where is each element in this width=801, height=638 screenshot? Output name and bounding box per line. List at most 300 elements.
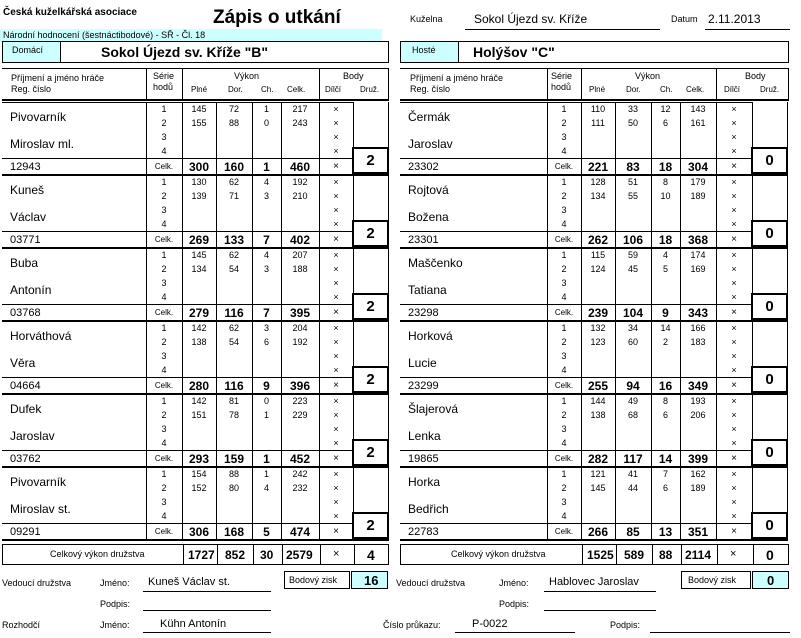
player-firstname: Miroslav st. [10, 502, 71, 517]
series-ch [252, 437, 281, 451]
home-jmeno-label: Jméno: [100, 578, 130, 588]
series-celk [281, 437, 319, 451]
series-plne: 121 [581, 468, 615, 482]
dilci-mark: × [716, 263, 752, 277]
series-number: 3 [547, 423, 581, 437]
guest-team-name: Holýšov "C" [473, 44, 555, 60]
series-dor [615, 291, 651, 305]
series-ch: 6 [651, 482, 680, 496]
series-number: 3 [547, 277, 581, 291]
series-number: 2 [146, 263, 182, 277]
series-number: 1 [547, 468, 581, 482]
home-total-pts: 4 [367, 547, 375, 563]
series-ch: 6 [651, 117, 680, 131]
series-number: 3 [146, 350, 182, 364]
series-celk: 217 [281, 103, 319, 117]
series-number: 1 [547, 249, 581, 263]
series-celk: 174 [680, 249, 716, 263]
player-reg: 03771 [2, 232, 146, 249]
sum-ch: 18 [651, 159, 680, 176]
datum-underline [705, 29, 790, 30]
col-druz: Druž. [760, 85, 780, 94]
series-ch [252, 510, 281, 524]
player-firstname: Tatiana [408, 283, 447, 298]
series-number: 1 [146, 249, 182, 263]
player-reg: 22783 [400, 524, 547, 541]
player-surname: Kuneš [2, 176, 146, 204]
series-plne [581, 145, 615, 159]
home-vedouci-label: Vedoucí družstva [2, 578, 72, 588]
dilci-mark: × [716, 350, 752, 364]
series-dor [216, 437, 252, 451]
series-dor: 51 [615, 176, 651, 190]
sum-celk: 368 [680, 232, 716, 249]
series-ch: 1 [252, 103, 281, 117]
guest-column-header [400, 68, 789, 101]
series-dor [216, 131, 252, 145]
player-team-points: 2 [352, 293, 389, 320]
dilci-mark: × [319, 218, 353, 232]
home-total-label: Celkový výkon družstva [50, 549, 145, 559]
datum-value: 2.11.2013 [708, 12, 761, 26]
series-number: 2 [547, 336, 581, 350]
player-team-points: 2 [352, 220, 389, 247]
player-surname: Buba [2, 249, 146, 277]
sum-label: Celk. [146, 232, 182, 249]
series-ch: 4 [252, 482, 281, 496]
player-reg: 09291 [2, 524, 146, 541]
player-reg: 04664 [2, 378, 146, 395]
dilci-mark: × [319, 350, 353, 364]
col-dor: Dor. [228, 85, 243, 94]
sum-plne: 279 [182, 305, 216, 322]
sum-dor: 160 [216, 159, 252, 176]
kuzelna-underline [465, 29, 660, 30]
sum-label: Celk. [146, 451, 182, 468]
player-reg: 23298 [400, 305, 547, 322]
dilci-mark: × [319, 190, 353, 204]
col-name: Příjmení a jméno hráče [11, 73, 105, 83]
player-block [400, 248, 753, 322]
home-vedouci-line [143, 591, 271, 592]
block-separator [400, 539, 788, 541]
sum-ch: 9 [252, 378, 281, 395]
player-block [2, 467, 354, 541]
dilci-mark: × [716, 305, 752, 322]
series-ch [252, 277, 281, 291]
player-reg: 19865 [400, 451, 547, 468]
col-dilci: Dílčí [724, 85, 740, 94]
series-ch: 8 [651, 395, 680, 409]
series-celk [281, 204, 319, 218]
col-celk: Celk. [287, 85, 306, 94]
series-celk: 229 [281, 409, 319, 423]
player-team-points: 2 [352, 439, 389, 466]
series-celk [281, 510, 319, 524]
home-label: Domácí [12, 45, 44, 55]
series-plne [581, 277, 615, 291]
dilci-mark: × [716, 364, 752, 378]
col-dilci: Dílčí [325, 85, 341, 94]
series-plne: 154 [182, 468, 216, 482]
series-celk: 207 [281, 249, 319, 263]
sum-label: Celk. [146, 524, 182, 541]
player-surname: Čermák [400, 103, 547, 131]
datum-label: Datum [671, 14, 698, 24]
series-celk: 183 [680, 336, 716, 350]
series-ch: 10 [651, 190, 680, 204]
rozhodci-label: Rozhodčí [2, 620, 41, 630]
dilci-mark: × [716, 409, 752, 423]
prukaz-label: Číslo průkazu: [383, 620, 441, 630]
dilci-mark: × [716, 437, 752, 451]
sum-plne: 239 [581, 305, 615, 322]
sum-dor: 133 [216, 232, 252, 249]
series-dor: 80 [216, 482, 252, 496]
sum-ch: 16 [651, 378, 680, 395]
dilci-mark: × [716, 145, 752, 159]
player-firstname: Jaroslav [408, 137, 453, 152]
series-number: 1 [547, 322, 581, 336]
series-ch: 12 [651, 103, 680, 117]
dilci-mark: × [716, 482, 752, 496]
home-total-x: × [333, 548, 340, 560]
series-ch [651, 218, 680, 232]
series-plne [581, 291, 615, 305]
dilci-mark: × [716, 103, 752, 117]
series-ch: 3 [252, 190, 281, 204]
sum-plne: 300 [182, 159, 216, 176]
series-ch [651, 510, 680, 524]
series-dor: 81 [216, 395, 252, 409]
sum-celk: 351 [680, 524, 716, 541]
sum-dor: 94 [615, 378, 651, 395]
rozhodci-podpis-line [650, 632, 790, 633]
sum-dor: 116 [216, 305, 252, 322]
player-surname: Dufek [2, 395, 146, 423]
series-number: 2 [547, 263, 581, 277]
sum-plne: 280 [182, 378, 216, 395]
series-plne: 110 [581, 103, 615, 117]
home-bodovy-box [351, 571, 388, 589]
series-number: 3 [146, 423, 182, 437]
dilci-mark: × [319, 510, 353, 524]
player-firstname: Antonín [10, 283, 52, 298]
rozhodci-name: Kühn Antonín [160, 618, 227, 630]
guest-total-dor: 589 [624, 548, 645, 562]
series-celk: 232 [281, 482, 319, 496]
series-number: 4 [146, 510, 182, 524]
col-dor: Dor. [626, 85, 641, 94]
series-celk: 188 [281, 263, 319, 277]
series-dor [615, 364, 651, 378]
series-celk [680, 131, 716, 145]
player-reg: 03768 [2, 305, 146, 322]
series-plne [182, 218, 216, 232]
player-surname: Horka [400, 468, 547, 496]
series-number: 1 [146, 468, 182, 482]
series-number: 2 [146, 190, 182, 204]
dilci-mark: × [319, 496, 353, 510]
series-number: 2 [146, 117, 182, 131]
series-celk: 161 [680, 117, 716, 131]
series-number: 4 [146, 291, 182, 305]
series-plne: 130 [182, 176, 216, 190]
col-reg: Reg. číslo [410, 84, 451, 94]
series-ch [252, 423, 281, 437]
subtitle: Národní hodnocení (šestnáctibodové) - SŘ - Čl. 18 [3, 30, 206, 40]
series-number: 4 [146, 218, 182, 232]
sum-celk: 304 [680, 159, 716, 176]
player-team-points: 0 [751, 512, 788, 539]
dilci-mark: × [716, 322, 752, 336]
series-celk [680, 291, 716, 305]
series-dor [216, 145, 252, 159]
series-plne: 138 [191, 337, 207, 347]
series-number: 4 [547, 291, 581, 305]
player-block [400, 394, 753, 468]
series-number: 4 [547, 364, 581, 378]
series-number: 2 [146, 482, 182, 496]
series-dor: 71 [216, 190, 252, 204]
series-ch [651, 423, 680, 437]
series-ch: 3 [252, 263, 281, 277]
player-team-points: 0 [751, 439, 788, 466]
sum-celk: 474 [281, 524, 319, 541]
series-dor [615, 350, 651, 364]
series-celk: 166 [680, 322, 716, 336]
series-celk: 192 [281, 176, 319, 190]
player-surname: Pivovarník [2, 468, 146, 496]
dilci-mark: × [319, 159, 353, 176]
series-number: 1 [146, 176, 182, 190]
series-plne: 151 [191, 410, 207, 420]
series-dor: 41 [615, 468, 651, 482]
sum-plne: 293 [182, 451, 216, 468]
block-separator [2, 539, 389, 541]
sum-plne: 262 [581, 232, 615, 249]
series-number: 2 [146, 336, 182, 350]
dilci-mark: × [716, 451, 752, 468]
series-plne: 145 [182, 249, 216, 263]
series-dor: 62 [216, 176, 252, 190]
dilci-mark: × [716, 204, 752, 218]
guest-total-x: × [730, 548, 737, 560]
home-total-ch: 30 [260, 548, 274, 562]
sum-plne: 269 [182, 232, 216, 249]
series-dor: 68 [615, 409, 651, 423]
series-plne [581, 510, 615, 524]
sum-dor: 159 [216, 451, 252, 468]
series-ch [651, 277, 680, 291]
series-celk: 143 [680, 103, 716, 117]
player-block [2, 394, 354, 468]
dilci-mark: × [319, 423, 353, 437]
dilci-mark: × [716, 423, 752, 437]
series-dor: 54 [216, 336, 252, 350]
series-ch [651, 350, 680, 364]
dilci-mark: × [716, 131, 752, 145]
dilci-mark: × [319, 322, 353, 336]
series-dor [615, 145, 651, 159]
guest-total-ch: 88 [659, 548, 673, 562]
series-celk: 169 [680, 263, 716, 277]
series-dor [615, 423, 651, 437]
series-number: 3 [547, 496, 581, 510]
dilci-mark: × [319, 145, 353, 159]
series-celk [281, 423, 319, 437]
sum-ch: 18 [651, 232, 680, 249]
series-celk [680, 277, 716, 291]
series-plne: 139 [191, 191, 207, 201]
col-ch: Ch. [261, 85, 274, 94]
series-ch [651, 496, 680, 510]
guest-total-pts: 0 [766, 547, 774, 563]
series-ch [651, 145, 680, 159]
guest-total-celk: 2114 [685, 548, 712, 562]
dilci-mark: × [319, 451, 353, 468]
series-dor: 72 [216, 103, 252, 117]
series-celk [680, 423, 716, 437]
dilci-mark: × [716, 395, 752, 409]
kuzelna-label: Kuželna [410, 14, 443, 24]
series-ch: 1 [252, 409, 281, 423]
dilci-mark: × [319, 263, 353, 277]
series-ch: 14 [651, 322, 680, 336]
sum-plne: 266 [581, 524, 615, 541]
series-number: 3 [547, 131, 581, 145]
sum-label: Celk. [547, 451, 581, 468]
series-ch [252, 218, 281, 232]
series-dor [615, 510, 651, 524]
series-plne: 134 [191, 264, 207, 274]
sum-ch: 1 [252, 159, 281, 176]
series-plne [182, 145, 216, 159]
dilci-mark: × [716, 291, 752, 305]
series-dor: 62 [216, 322, 252, 336]
player-surname: Horková [400, 322, 547, 350]
series-plne: 142 [182, 395, 216, 409]
series-dor: 45 [615, 263, 651, 277]
sum-ch: 14 [651, 451, 680, 468]
player-surname: Šlajerová [400, 395, 547, 423]
sum-ch: 7 [252, 232, 281, 249]
sum-label: Celk. [547, 232, 581, 249]
series-dor [216, 510, 252, 524]
series-dor: 62 [216, 249, 252, 263]
sum-celk: 349 [680, 378, 716, 395]
series-plne: 142 [182, 322, 216, 336]
series-dor [216, 350, 252, 364]
dilci-mark: × [319, 117, 353, 131]
col-druz: Druž. [360, 85, 380, 94]
series-ch [651, 291, 680, 305]
series-dor [615, 277, 651, 291]
player-team-points: 0 [751, 220, 788, 247]
player-block [400, 102, 753, 176]
series-celk: 162 [680, 468, 716, 482]
series-celk: 179 [680, 176, 716, 190]
series-dor: 55 [615, 190, 651, 204]
dilci-mark: × [716, 218, 752, 232]
col-body: Body [343, 71, 364, 81]
series-number: 2 [547, 117, 581, 131]
dilci-mark: × [319, 364, 353, 378]
home-podpis-line [143, 610, 271, 611]
series-celk: 189 [680, 190, 716, 204]
series-plne: 115 [581, 249, 615, 263]
col-hodu: hodů [551, 82, 572, 92]
kuzelna-value: Sokol Újezd sv. Kříže [474, 12, 588, 26]
sum-label: Celk. [146, 305, 182, 322]
series-dor [216, 496, 252, 510]
series-plne [581, 218, 615, 232]
dilci-mark: × [319, 277, 353, 291]
series-ch [252, 145, 281, 159]
series-plne [581, 423, 615, 437]
sum-dor: 85 [615, 524, 651, 541]
series-celk [680, 204, 716, 218]
series-plne [182, 364, 216, 378]
prukaz-line [455, 632, 575, 633]
series-celk: 204 [281, 322, 319, 336]
player-block [400, 321, 753, 395]
series-dor: 60 [615, 336, 651, 350]
dilci-mark: × [716, 232, 752, 249]
player-team-points: 0 [751, 366, 788, 393]
player-surname: Rojtová [400, 176, 547, 204]
col-vykon: Výkon [635, 71, 661, 81]
col-celk: Celk. [686, 85, 705, 94]
series-dor: 34 [615, 322, 651, 336]
series-ch [252, 350, 281, 364]
player-firstname: Věra [10, 356, 36, 371]
series-number: 4 [146, 145, 182, 159]
series-celk [281, 218, 319, 232]
dilci-mark: × [716, 249, 752, 263]
guest-vedouci-line [544, 591, 656, 592]
series-celk: 243 [281, 117, 319, 131]
player-team-points: 0 [751, 147, 788, 174]
player-block [2, 102, 354, 176]
series-celk: 242 [281, 468, 319, 482]
series-dor [216, 423, 252, 437]
player-block [400, 467, 753, 541]
series-dor: 44 [615, 482, 651, 496]
player-reg: 23302 [400, 159, 547, 176]
series-ch [252, 204, 281, 218]
series-dor [216, 218, 252, 232]
series-ch [651, 131, 680, 145]
series-ch: 0 [252, 117, 281, 131]
series-plne [581, 350, 615, 364]
player-firstname: Lenka [408, 429, 441, 444]
series-ch [252, 364, 281, 378]
series-ch: 8 [651, 176, 680, 190]
sum-ch: 5 [252, 524, 281, 541]
sum-ch: 1 [252, 451, 281, 468]
series-ch: 3 [252, 322, 281, 336]
col-serie: Série [551, 71, 573, 81]
home-bodovy-value: 16 [364, 573, 379, 588]
home-bodovy-label: Bodový zisk [289, 575, 338, 585]
sum-celk: 399 [680, 451, 716, 468]
guest-vedouci-label: Vedoucí družstva [396, 578, 466, 588]
sum-dor: 106 [615, 232, 651, 249]
dilci-mark: × [716, 176, 752, 190]
series-ch: 5 [651, 263, 680, 277]
series-celk [281, 350, 319, 364]
